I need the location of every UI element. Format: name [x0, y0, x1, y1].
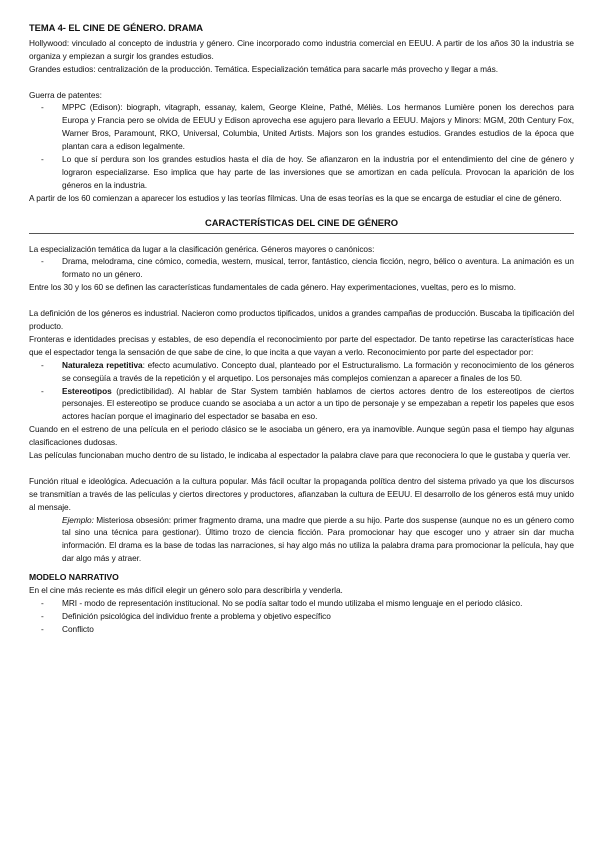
section-divider [29, 233, 574, 234]
document-title: TEMA 4- EL CINE DE GÉNERO. DRAMA [29, 22, 203, 33]
example-label: Ejemplo: [62, 514, 94, 525]
listing-paragraph: Las películas funcionaban mucho dentro de su listado, le indicaba al espectador la palabra clave para que reconociera lo que le gustaba y quería ver. [29, 450, 571, 461]
patents-list [29, 101, 574, 191]
list-item: - MRI - modo de representación institucional. No se podía saltar todo el mundo utilizaba el mismo lenguaje en el periodo clásico. [29, 597, 574, 610]
list-item-term: Naturaleza repetitiva [62, 359, 143, 370]
list-item-term: Estereotipos [62, 385, 112, 396]
example-paragraph [29, 514, 574, 566]
list-item: - Lo que sí perdura son los grandes estudios hasta el día de hoy. Se afianzaron en la industria por el entendimiento del cine de género y lograron especializarse. Eso implica que hay parte de las inversiones que se amortizan en cada película. Provocan la aparición de los géneros en la industria. [29, 153, 574, 192]
narrative-heading: MODELO NARRATIVO [29, 572, 119, 583]
document-page [29, 22, 574, 636]
recognition-list [29, 359, 574, 424]
intro-paragraph-studios: Grandes estudios: centralización de la producción. Temática. Especialización temática para sacarle más provecho y llegar a más. [29, 63, 498, 74]
section-title: CARACTERÍSTICAS DEL CINE DE GÉNERO [205, 216, 398, 228]
patents-heading: Guerra de patentes: [29, 89, 102, 100]
ritual-function-paragraph: Función ritual e ideológica. Adecuación a la cultura popular. Más fácil ocultar la propaganda política dentro del sistema privado ya que los discursos se transmitían a través de las películas y ciertos directores y productores, afianzaban la cultura de EEUU. El desarrollo de los géneros está muy unido al mensaje. [29, 475, 574, 512]
patents-after-paragraph: A partir de los 60 comienzan a aparecer los estudios y las teorías fílmicas. Una de esas teorías es la que se encarga de estudiar el cine de género. [29, 192, 562, 203]
list-item: - Drama, melodrama, cine cómico, comedia, western, musical, terror, fantástico, ciencia ficción, negro, bélico o aventura. La animación es un formato no un género. [29, 255, 574, 281]
list-item-text: (predictibilidad). Al hablar de Star System también hablamos de ciertos actores dentro de los estereotipos de ciertos personajes. El estereotipo se produce cuando se asociaba a un actor a un tipo de personaje y se empezaban a repetir los papeles que esos actores hacían porque el imaginario del espectador se basaba en eso. [62, 385, 574, 422]
list-item: - Conflicto [29, 623, 574, 636]
narrative-paragraph: En el cine más reciente es más difícil elegir un género solo para describirla y venderla. [29, 585, 343, 596]
list-item [29, 359, 574, 385]
narrative-list [29, 597, 574, 636]
list-item-text: : efecto acumulativo. Concepto dual, planteado por el Estructuralismo. La formación y reconocimiento de los géneros se consegüía a través de la repetición y el arquetipo. Los personajes más complejos comienzan a aparecer a finales de los 50. [62, 359, 575, 383]
premiere-paragraph: Cuando en el estreno de una película en el periodo clásico se le asociaba un género, era ya inamovible. Aunque según pasa el tiempo hay algunas clasificaciones dudosas. [29, 424, 574, 448]
industrial-definition-paragraph: La definición de los géneros es industrial. Nacieron como productos tipificados, unidos a grandes campañas de producción. Buscaba la tipificación del producto. [29, 308, 574, 331]
example-text: Misteriosa obsesión: primer fragmento drama, una madre que pierde a su hijo. Parte dos suspense (aunque no es un género como tal sino una técnica para gestionar). Último trozo de ciencia ficción. Para promocionar hay que escoger uno y atraer sin dar mucha información. El drama es la base de todas las narraciones, si hay algo más no utiliza la palabra drama para promocionar la película, hay que dar algo más y atraer. [62, 514, 574, 564]
list-item [29, 385, 574, 424]
intro-paragraph-hollywood: Hollywood: vinculado al concepto de industria y género. Cine incorporado como industria comercial en EEUU. A partir de los años 30 la industria se organiza y empiezan a surgir los grandes estudios. [29, 37, 574, 61]
genres-list [29, 255, 574, 281]
specialization-paragraph: La especialización temática da lugar a la clasificación genérica. Géneros mayores o canónicos: [29, 243, 375, 254]
list-item: - Definición psicológica del individuo frente a problema y objetivo específico [29, 610, 574, 623]
borders-paragraph: Fronteras e identidades precisas y estables, de eso dependía el reconocimiento por parte del espectador. De tanto repetirse las características hace que el espectador tenga la sensación de que sabe de cine, lo que incita a que vayan a verlo. Reconocimiento por parte del espectador por: [29, 333, 574, 357]
list-item: - MPPC (Edison): biograph, vitagraph, essanay, kalem, George Kleine, Pathé, Méliès. Los hermanos Lumière ponen los derechos para Europa y Francia pero se olvida de EEUU y Edison aprovecha ese agujero para llevarlo a EEUU. Majors y Minors: MGM, 20th Century Fox, Warner Bros, Paramount, RKO, Universal, Columbia, United Artists. Majors son los grandes estudios. Grandes estudios de la época que plantan cara a edison legalmente. [29, 101, 574, 153]
decades-paragraph: Entre los 30 y los 60 se definen las características fundamentales de cada género. Hay experimentaciones, vueltas, pero es lo mismo. [29, 282, 516, 293]
